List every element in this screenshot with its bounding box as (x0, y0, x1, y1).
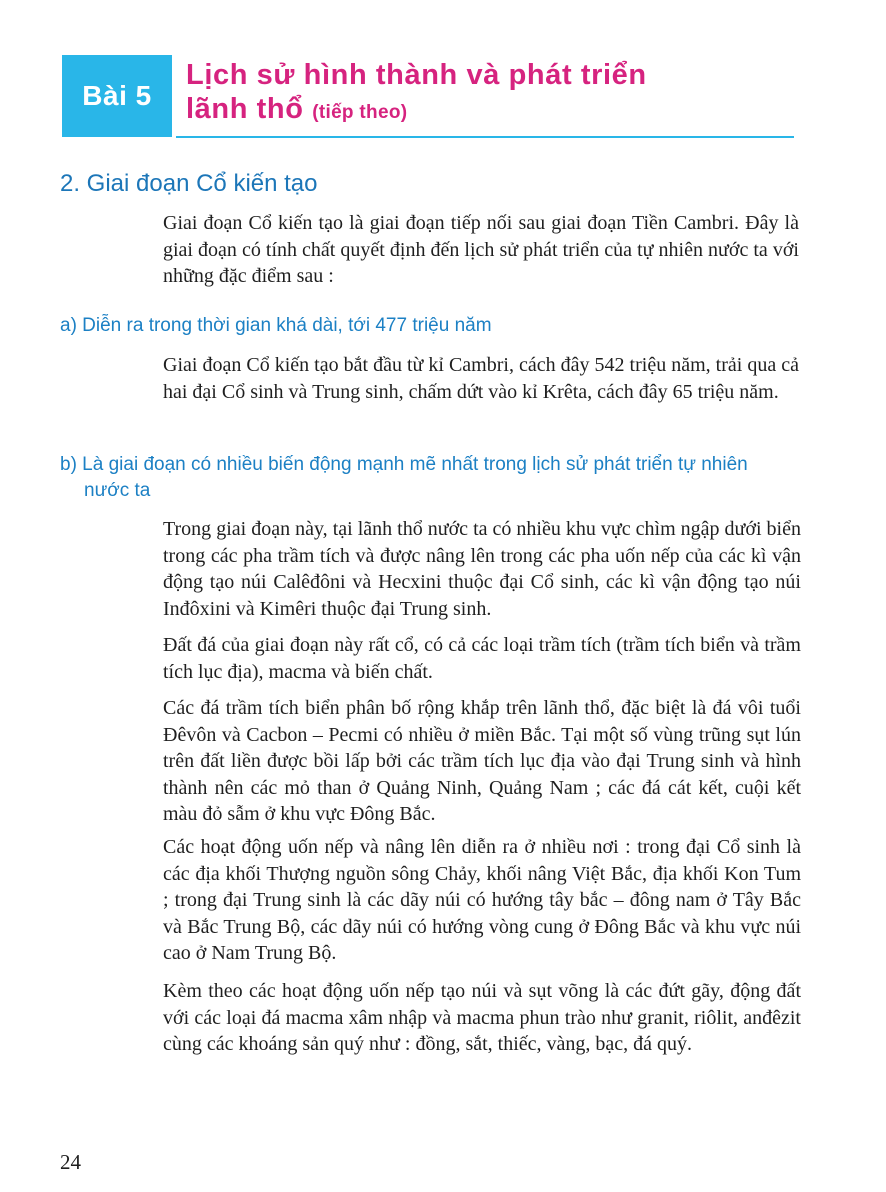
lesson-label: Bài 5 (82, 80, 152, 111)
subsection-b-paragraph-2: Đất đá của giai đoạn này rất cổ, có cả các loại trầm tích (trầm tích biển và trầm tích lục địa), macma và biến chất. (163, 634, 801, 683)
subsection-a-paragraph: Giai đoạn Cổ kiến tạo bắt đầu từ kỉ Cambri, cách đây 542 triệu năm, trải qua cả hai đại Cổ sinh và Trung sinh, chấm dứt vào kỉ Krêta, cách đây 65 triệu năm. (163, 354, 799, 403)
subsection-b-paragraph-1: Trong giai đoạn này, tại lãnh thổ nước ta có nhiều khu vực chìm ngập dưới biển trong các pha trầm tích và được nâng lên trong các pha uốn nếp của các kì vận động tạo núi Calêđôni và Hecxini thuộc đại Cổ sinh, các kì vận động tạo núi Inđôxini và Kimêri thuộc đại Trung sinh. (163, 518, 801, 620)
subsection-b-heading-line-2: nước ta (84, 480, 151, 501)
subsection-a-heading: a) Diễn ra trong thời gian khá dài, tới 477 triệu năm (60, 315, 492, 336)
lesson-title-line-2 (186, 92, 826, 130)
subsection-b-paragraph-3: Các đá trầm tích biển phân bố rộng khắp trên lãnh thổ, đặc biệt là đá vôi tuổi Đêvôn và Cacbon – Pecmi có nhiều ở miền Bắc. Tại một số vùng trũng sụt lún trên đất liền được bồi lấp bởi các trầm tích lục địa vào đại Trung sinh và hình thành nên các mỏ than ở Quảng Ninh, Quảng Nam ; các đá cát kết, cuội kết màu đỏ sẫm ở khu vực Đông Bắc. (163, 697, 801, 825)
title-underline (176, 136, 794, 138)
page-number: 24 (60, 1150, 81, 1174)
subsection-b-heading-line-1: b) Là giai đoạn có nhiều biến động mạnh mẽ nhất trong lịch sử phát triển tự nhiên (60, 454, 748, 475)
lesson-title-suffix: (tiếp theo) (312, 102, 408, 123)
subsection-b-heading (60, 452, 820, 504)
lesson-title-line-1: Lịch sử hình thành và phát triển (186, 59, 647, 91)
section-heading: 2. Giai đoạn Cổ kiến tạo (60, 170, 318, 197)
section-intro-paragraph: Giai đoạn Cổ kiến tạo là giai đoạn tiếp nối sau giai đoạn Tiền Cambri. Đây là giai đoạn có tính chất quyết định đến lịch sử phát triển của tự nhiên nước ta với những đặc điểm sau : (163, 212, 799, 287)
subsection-b-paragraph-5: Kèm theo các hoạt động uốn nếp tạo núi và sụt võng là các đứt gãy, động đất với các loại đá macma xâm nhập và macma phun trào như granit, riôlit, anđêzit cùng các khoáng sản quý như : đồng, sắt, thiếc, vàng, bạc, đá quý. (163, 980, 801, 1055)
lesson-title-main: lãnh thổ (186, 93, 304, 125)
lesson-badge (62, 55, 172, 137)
subsection-b-paragraph-4: Các hoạt động uốn nếp và nâng lên diễn ra ở nhiều nơi : trong đại Cổ sinh là các địa khối Thượng nguồn sông Chảy, khối nâng Việt Bắc, địa khối Kon Tum ; trong đại Trung sinh là các dãy núi có hướng tây bắc – đông nam ở Tây Bắc và Bắc Trung Bộ, các dãy núi có hướng vòng cung ở Đông Bắc và khu vực núi cao ở Nam Trung Bộ. (163, 836, 801, 964)
lesson-title (186, 58, 826, 130)
